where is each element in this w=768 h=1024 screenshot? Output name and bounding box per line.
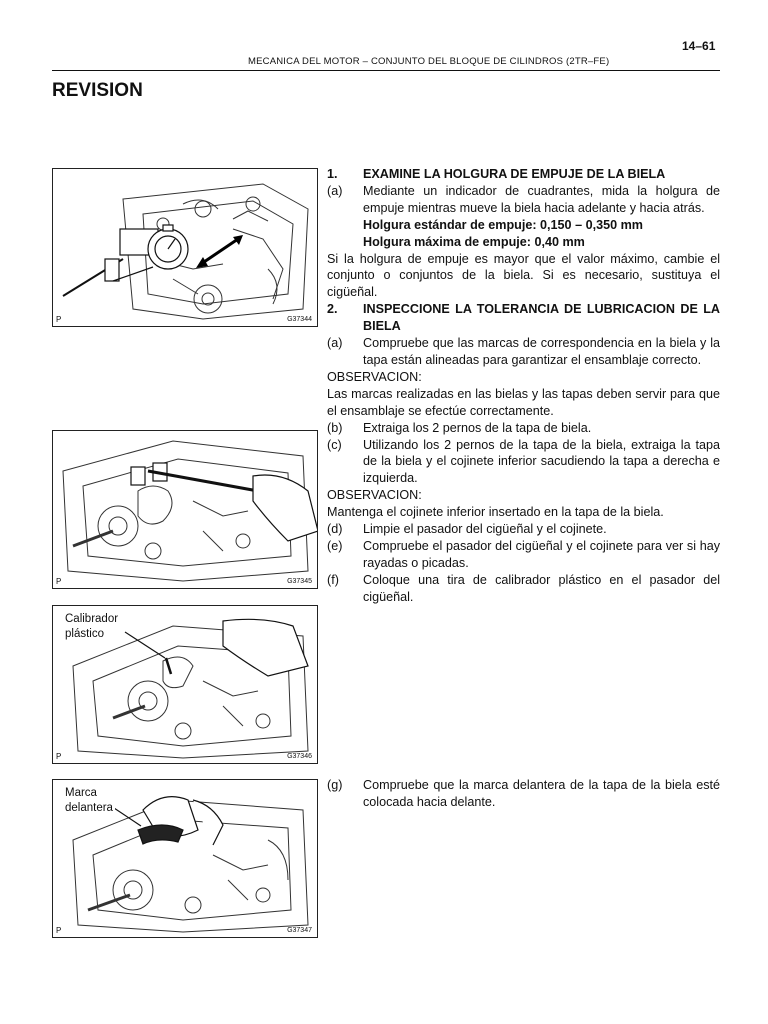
figure-code: G37344 [287, 316, 312, 323]
substep-label: (f) [327, 572, 339, 587]
substep-label: (g) [327, 778, 343, 792]
substep-text: Mediante un indicador de cuadrantes, mida la holgura de empuje mientras mueve la biela hacia adelante y hacia atrás. [363, 183, 720, 215]
substep-label: (e) [327, 538, 343, 553]
note-text: Mantenga el cojinete inferior insertado en la tapa de la biela. [327, 505, 664, 520]
callout-line: delantera [65, 802, 113, 814]
note-text: Las marcas realizadas en las bielas y las tapas deben servir para que el ensamblaje se efectúe correctamente. [327, 386, 720, 418]
figure-code: G37347 [287, 927, 312, 934]
substep-label: (a) [327, 336, 343, 351]
step-number: 2. [327, 302, 338, 317]
substep-text: Extraiga los 2 pernos de la tapa de biela. [363, 420, 592, 435]
substep-text: Coloque una tira de calibrador plástico en el pasador del cigüeñal. [363, 572, 720, 604]
callout-line: Marca [65, 787, 97, 799]
figure-front-mark [52, 779, 318, 938]
step-heading [327, 301, 720, 335]
instructions-block [327, 166, 720, 606]
engine-drawing-1 [53, 169, 317, 326]
substep [327, 572, 720, 606]
figure-dial-indicator [52, 168, 318, 327]
engine-drawing-2 [53, 431, 317, 588]
substep-label: (a) [327, 183, 343, 198]
substep [327, 335, 720, 369]
figure-callout [63, 786, 115, 816]
substep-text: Compruebe el pasador del cigüeñal y el cojinete para ver si hay rayadas o picadas. [363, 538, 720, 570]
callout-line: Calibrador [65, 613, 119, 625]
paragraph: Si la holgura de empuje es mayor que el valor máximo, cambie el conjunto o conjuntos de la biela. Si es necesario, sustituya el cigüeñal. [327, 251, 720, 300]
substep-label: (c) [327, 437, 342, 452]
figure-code: G37346 [287, 753, 312, 760]
running-header: MECANICA DEL MOTOR – CONJUNTO DEL BLOQUE DE CILINDROS (2TR–FE) [248, 56, 610, 67]
figure-remove-cap [52, 430, 318, 589]
figure-code: G37345 [287, 578, 312, 585]
substep-text: Compruebe que la marca delantera de la tapa de la biela esté colocada hacia delante. [363, 778, 720, 809]
substep-label: (d) [327, 522, 343, 537]
note-label: OBSERVACION: [327, 488, 422, 503]
substep [327, 183, 720, 251]
figure-callout [63, 612, 120, 642]
substep [327, 437, 720, 488]
substep [327, 521, 720, 538]
figure-corner-label: P [56, 315, 62, 324]
substep-body [363, 183, 720, 251]
figure-corner-label: P [56, 752, 62, 761]
substep [327, 777, 720, 811]
figure-corner-label: P [56, 577, 62, 586]
header-rule [52, 70, 720, 71]
substep [327, 538, 720, 572]
step-title: EXAMINE LA HOLGURA DE EMPUJE DE LA BIELA [363, 167, 666, 181]
substep [327, 420, 720, 437]
step-heading [327, 166, 720, 183]
figure-plastigage [52, 605, 318, 764]
figure-corner-label: P [56, 926, 62, 935]
substep-text: Compruebe que las marcas de correspondencia en la biela y la tapa están alineadas para garantizar el ensamblaje correcto. [363, 336, 720, 367]
substep-label: (b) [327, 420, 343, 435]
spec-standard: Holgura estándar de empuje: 0,150 – 0,350 mm [363, 217, 643, 232]
substep-text: Limpie el pasador del cigüeñal y el cojinete. [363, 522, 607, 537]
spec-maximum: Holgura máxima de empuje: 0,40 mm [363, 234, 585, 249]
page-number: 14–61 [682, 39, 716, 53]
note-label: OBSERVACION: [327, 369, 422, 384]
section-title: REVISION [52, 80, 143, 101]
callout-line: plástico [65, 628, 104, 640]
instructions-block-2 [327, 777, 720, 811]
step-title: INSPECCIONE LA TOLERANCIA DE LUBRICACION DE LA BIELA [363, 302, 720, 334]
substep-text: Utilizando los 2 pernos de la tapa de la biela, extraiga la tapa de la biela y el cojinete inferior sacudiendo la tapa a derecha e izquierda. [363, 437, 720, 486]
step-number: 1. [327, 167, 338, 181]
